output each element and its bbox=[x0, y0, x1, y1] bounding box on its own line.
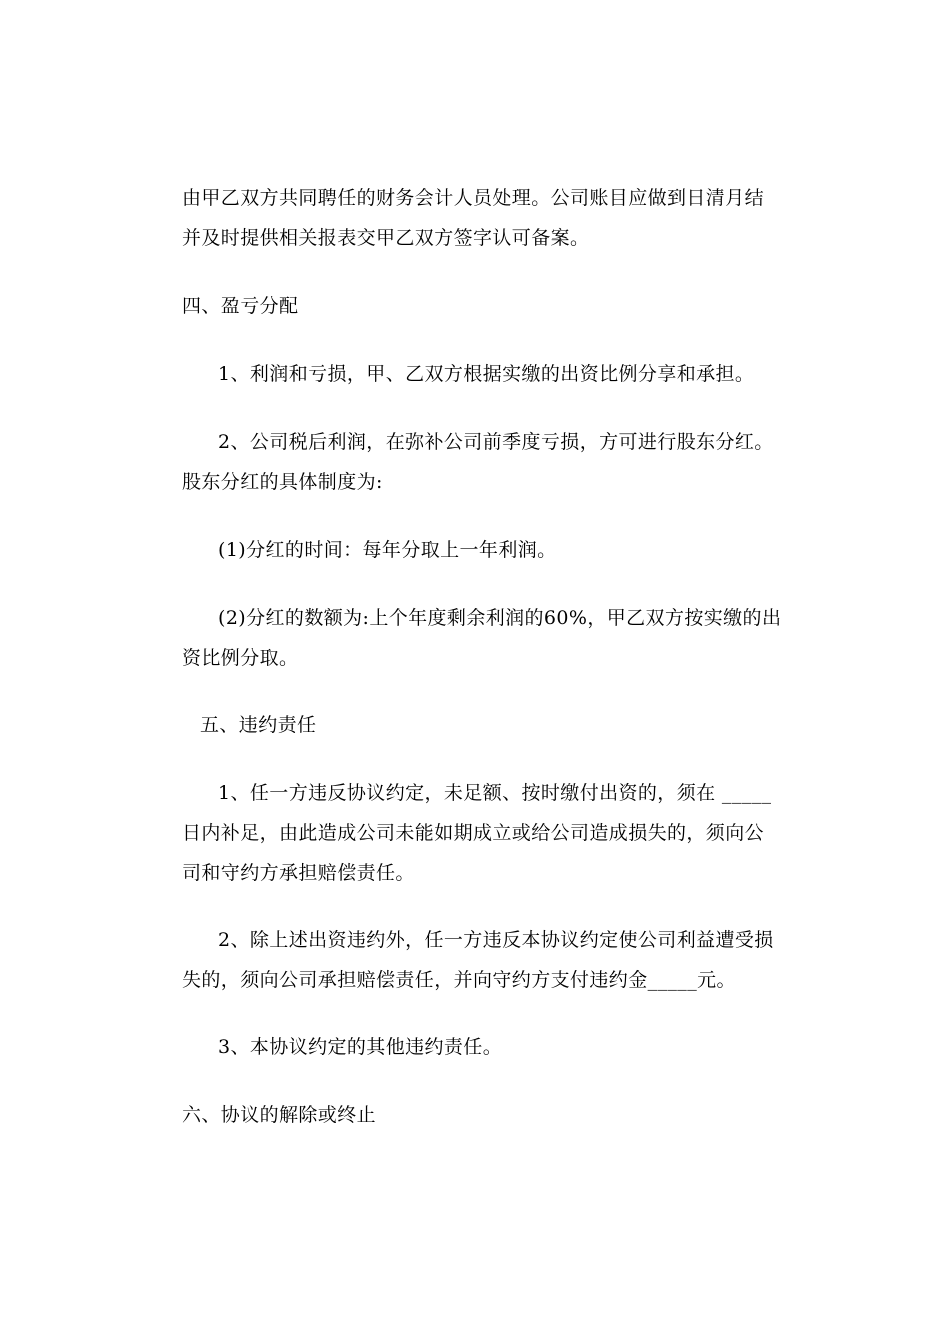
paragraph-line: 并及时提供相关报表交甲乙双方签字认可备案。 bbox=[182, 227, 590, 249]
paragraph-line: 资比例分取。 bbox=[182, 647, 299, 669]
paragraph-line: 3、本协议约定的其他违约责任。 bbox=[218, 1036, 503, 1058]
section-heading: 五、违约责任 bbox=[200, 714, 317, 736]
paragraph-line: 2、除上述出资违约外，任一方违反本协议约定使公司利益遭受损 bbox=[218, 929, 774, 951]
paragraph-line: 1、利润和亏损，甲、乙双方根据实缴的出资比例分享和承担。 bbox=[218, 363, 755, 385]
section-heading: 四、盈亏分配 bbox=[182, 295, 299, 317]
paragraph-line: 1、任一方违反协议约定，未足额、按时缴付出资的，须在 _____ bbox=[218, 782, 772, 804]
paragraph-line: 股东分红的具体制度为: bbox=[182, 471, 383, 493]
section-heading: 六、协议的解除或终止 bbox=[182, 1104, 377, 1126]
paragraph-line: (2)分红的数额为:上个年度剩余利润的60%，甲乙双方按实缴的出 bbox=[218, 607, 782, 629]
paragraph-line: 由甲乙双方共同聘任的财务会计人员处理。公司账目应做到日清月结 bbox=[182, 187, 765, 209]
paragraph-line: 失的，须向公司承担赔偿责任，并向守约方支付违约金_____元。 bbox=[182, 969, 736, 991]
paragraph-line: 司和守约方承担赔偿责任。 bbox=[182, 862, 415, 884]
paragraph-line: 2、公司税后利润，在弥补公司前季度亏损，方可进行股东分红。 bbox=[218, 431, 774, 453]
paragraph-line: 日内补足，由此造成公司未能如期成立或给公司造成损失的，须向公 bbox=[182, 822, 765, 844]
paragraph-line: (1)分红的时间：每年分取上一年利润。 bbox=[218, 539, 557, 561]
